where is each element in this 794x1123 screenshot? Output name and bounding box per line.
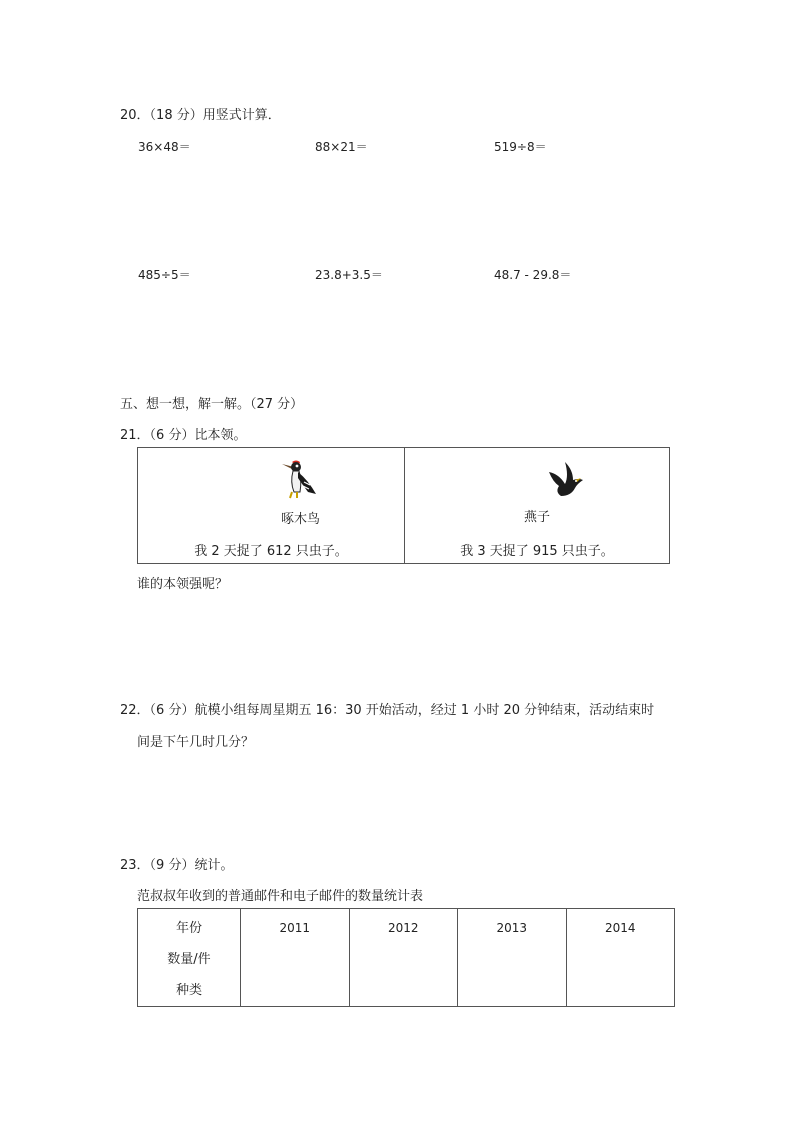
q22-line1: 22．（6 分）航模小组每周星期五 16：30 开始活动，经过 1 小时 20 分钟结束，活动结束时 — [120, 703, 655, 718]
header-quantity: 数量/件 — [167, 952, 211, 967]
stats-table — [137, 908, 675, 1007]
comparison-box — [137, 447, 670, 564]
calc-4: 485÷5＝ — [138, 268, 191, 282]
section5-title: 五、想一想，解一解。（27 分） — [120, 397, 304, 412]
swallow-claim: 我 3 天捉了 915 只虫子。 — [460, 544, 614, 559]
header-type: 种类 — [175, 983, 202, 998]
q21-question: 谁的本领强呢？ — [137, 577, 229, 592]
woodpecker-name: 啄木鸟 — [281, 512, 321, 527]
q22-line2: 间是下午几时几分？ — [137, 735, 255, 750]
year-2012: 2012 — [349, 909, 458, 1007]
woodpecker-icon — [278, 458, 322, 502]
q20-title: 20．（18 分）用竖式计算． — [120, 108, 281, 123]
header-year: 年份 — [175, 921, 202, 936]
q23-title: 23．（9 分）统计。 — [120, 858, 234, 873]
swallow-name: 燕子 — [523, 510, 550, 525]
calc-3: 519÷8＝ — [494, 140, 547, 154]
year-2014: 2014 — [566, 909, 675, 1007]
q21-title: 21．（6 分）比本领。 — [120, 428, 247, 443]
q23-caption: 范叔叔年收到的普通邮件和电子邮件的数量统计表 — [137, 889, 424, 904]
year-2011: 2011 — [241, 909, 350, 1007]
woodpecker-claim: 我 2 天捉了 612 只虫子。 — [194, 544, 348, 559]
header-cell — [138, 909, 241, 1007]
swallow-icon — [547, 458, 589, 500]
calc-5: 23.8+3.5＝ — [315, 268, 383, 282]
calc-6: 48.7 - 29.8＝ — [494, 268, 572, 282]
year-2013: 2013 — [458, 909, 567, 1007]
calc-2: 88×21＝ — [315, 140, 368, 154]
calc-1: 36×48＝ — [138, 140, 191, 154]
